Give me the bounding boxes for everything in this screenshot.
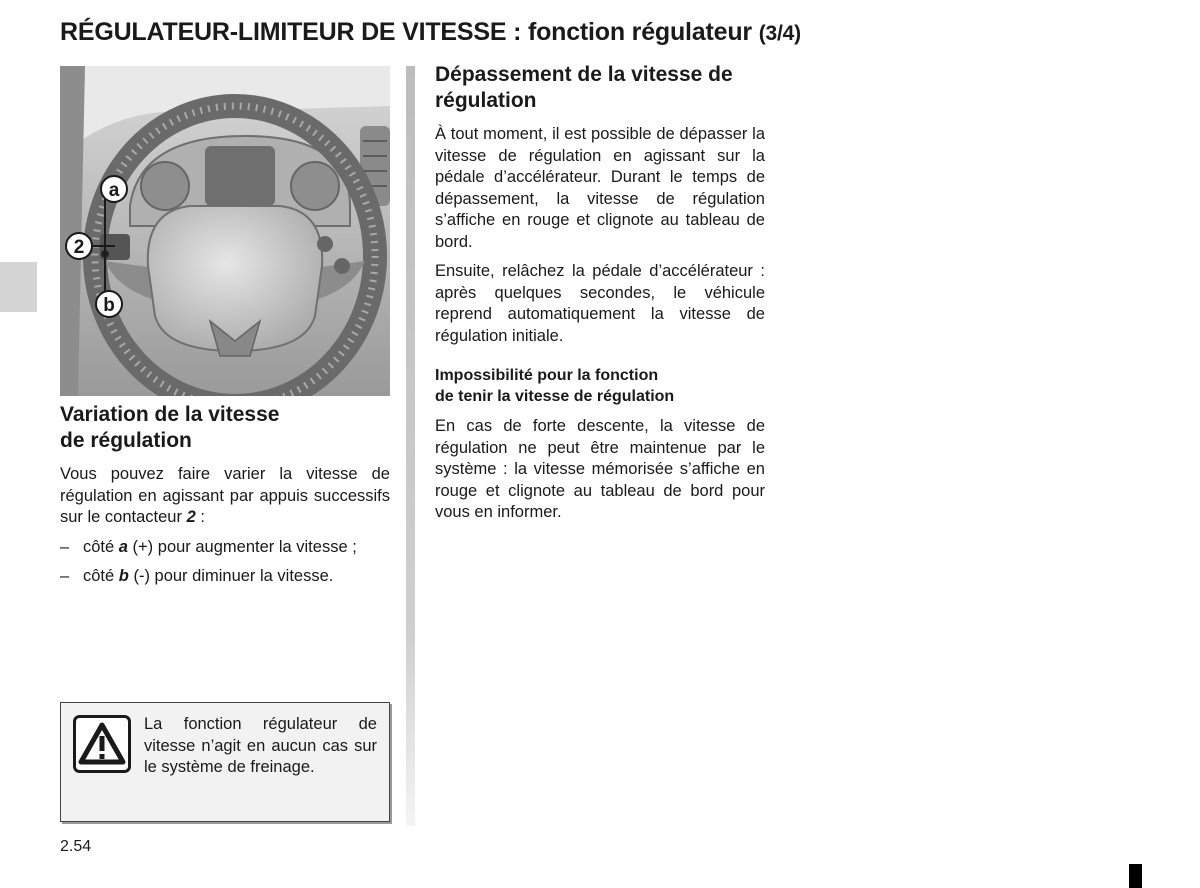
speed-variation-heading: Variation de la vitesse de régulation — [60, 403, 280, 452]
cluster-screen — [205, 146, 275, 206]
title-part-indicator: (3/4) — [758, 22, 801, 45]
warning-triangle-icon — [73, 715, 131, 773]
callout-2-label: 2 — [73, 237, 85, 258]
list-item: – côté a (+) pour augmenter la vitesse ; — [60, 537, 390, 559]
speed-variation-intro: Vous pouvez faire varier la vitesse de régulation en agissant par appuis successifs sur le contacteur 2 : — [60, 465, 390, 526]
speed-variation-list — [60, 537, 390, 588]
right-column — [435, 62, 765, 532]
warning-box — [60, 702, 390, 822]
impossibility-paragraph: En cas de forte descente, la vitesse de régulation ne peut être maintenue par le système : la vitesse mémorisée s’affiche en rouge et clignote au tableau de bord pour vous en informer. — [435, 417, 765, 521]
impossibility-heading: Impossibilité pour la fonction de tenir la vitesse de régulation — [435, 367, 675, 405]
callout-a — [101, 176, 127, 202]
contact-ref-2: 2 — [186, 508, 196, 526]
callout-b-label: b — [103, 295, 115, 316]
list-item: – côté b (-) pour diminuer la vitesse. — [60, 566, 390, 588]
left-dial — [141, 162, 189, 210]
overtaking-paragraph-1: À tout moment, il est possible de dépasser la vitesse de régulation en agissant sur la pédale d’accélérateur. Durant le temps de dépassement, la vitesse de régulation s’affiche en rouge et clignote au tableau de bord. — [435, 125, 765, 251]
steering-hub — [148, 206, 322, 351]
page-number: 2.54 — [60, 838, 92, 855]
left-column — [60, 402, 390, 596]
callout-b — [96, 291, 122, 317]
page-edge-marker — [1129, 864, 1142, 888]
title-text: RÉGULATEUR-LIMITEUR DE VITESSE : fonction régulateur — [60, 18, 752, 46]
steering-wheel-illustration — [60, 66, 390, 396]
column-divider — [406, 66, 415, 826]
chapter-tab — [0, 262, 37, 312]
overtaking-paragraph-2: Ensuite, relâchez la pédale d’accélérateur : après quelques secondes, le véhicule reprend automatiquement la vitesse de régulation initiale. — [435, 262, 765, 345]
overtaking-heading: Dépassement de la vitesse de régulation — [435, 63, 733, 112]
right-dial — [291, 162, 339, 210]
steering-wheel-drawing — [60, 66, 390, 396]
callout-a-label: a — [108, 180, 120, 201]
page-title — [60, 18, 801, 47]
callout-2 — [66, 233, 92, 259]
warning-text: La fonction régulateur de vitesse n’agit en aucun cas sur le système de freinage. — [144, 715, 377, 776]
